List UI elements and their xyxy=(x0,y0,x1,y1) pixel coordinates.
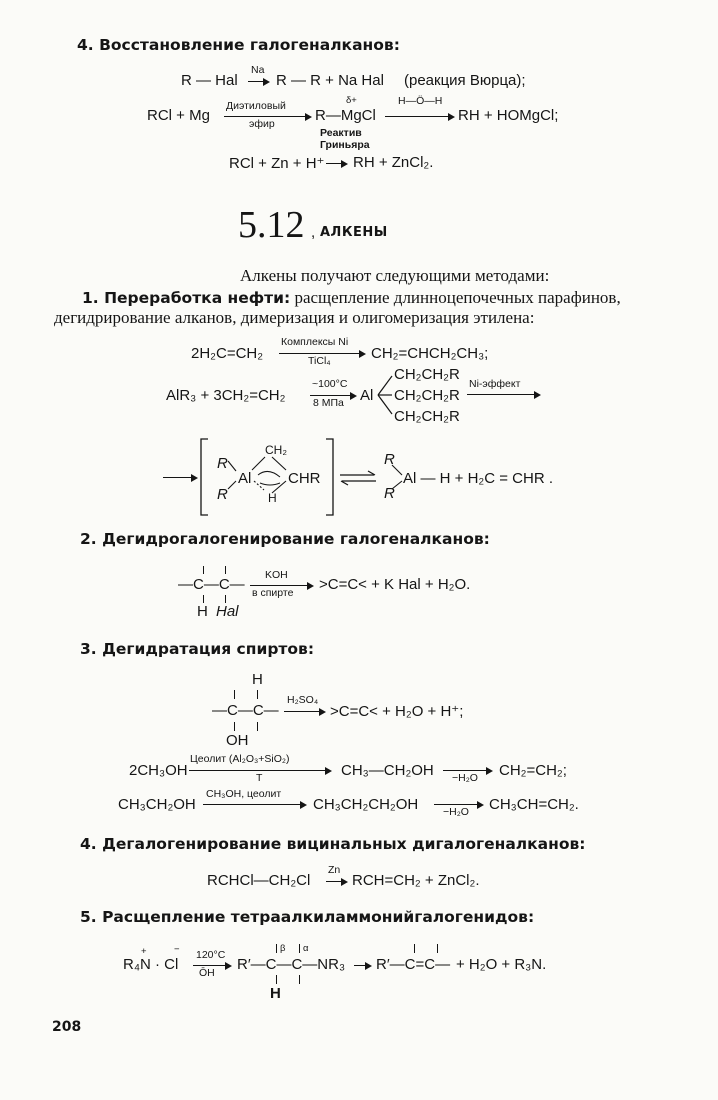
zn-lhs: RCl + Zn + H⁺ xyxy=(229,155,325,172)
r3-r-top: R xyxy=(217,455,228,472)
heading-dehydrohalogenation: 2. Дегидрогалогенирование галогеналканов: xyxy=(80,530,490,548)
hof-rhs-1: R′—C=C— xyxy=(376,956,451,973)
grignard-arrow-2 xyxy=(385,116,453,117)
dh-bond-down-2 xyxy=(225,595,226,603)
dw3-cond-top: CH₃OH, цеолит xyxy=(206,788,282,800)
grignard-delta: δ+ xyxy=(346,95,357,106)
wurtz-arrow xyxy=(248,81,268,82)
r3-arrow-in xyxy=(163,477,196,478)
dw-oh: OH xyxy=(226,732,249,749)
section-number: 5.12 xyxy=(238,204,305,246)
dw3-arrow-2 xyxy=(434,804,482,805)
dw2-rhs: CH₂=CH₂; xyxy=(499,762,567,779)
r2-branch-1: CH₂CH₂R xyxy=(394,366,460,383)
dh-cond-top: KOH xyxy=(265,569,288,581)
dw-bond-down-2 xyxy=(257,722,258,731)
hof-bond-up-1 xyxy=(276,944,277,953)
r2-al: Al xyxy=(360,387,374,404)
dw-bond-down-1 xyxy=(234,722,235,731)
grignard-rhs: RH + HOMgCl; xyxy=(458,107,559,124)
hof-rhs-bond-2 xyxy=(437,944,438,953)
wurtz-cond: Na xyxy=(251,64,265,76)
r3-chr: CHR xyxy=(288,470,321,487)
zn-arrow xyxy=(326,163,346,164)
r2-arrow-2 xyxy=(467,394,539,395)
r2-cond2: Ni-эффект xyxy=(469,378,521,390)
wurtz-note: (реакция Вюрца); xyxy=(404,72,526,89)
r1-cond-top: Комплексы Ni xyxy=(281,336,349,348)
hof-lhs: R₄N · Cl xyxy=(123,956,179,973)
intro-text: Алкены получают следующими методами: xyxy=(240,266,550,285)
dw2-lhs: 2CH₃OH xyxy=(129,762,188,779)
dw2-cond-top: Цеолит (Al₂O₃+SiO₂) xyxy=(190,753,290,765)
dhal-lhs: RCHCl—CH₂Cl xyxy=(207,872,311,889)
heading-hofmann: 5. Расщепление тетраалкиламмонийгалогенидов: xyxy=(80,908,535,926)
r1-arrow xyxy=(279,353,364,354)
page-number: 208 xyxy=(52,1019,82,1035)
dw-chain: —C—C— xyxy=(212,702,279,719)
dw3-mid: CH₃CH₂CH₂OH xyxy=(313,796,419,813)
grignard-name-2: Гриньяра xyxy=(320,139,370,151)
dw3-rhs: CH₃CH=CH₂. xyxy=(489,796,579,813)
wurtz-lhs: R — Hal xyxy=(181,72,238,89)
dw2-cond2: −H₂O xyxy=(452,772,478,784)
r2-branch-3: CH₂CH₂R xyxy=(394,408,460,425)
dw2-mid: CH₃—CH₂OH xyxy=(341,762,434,779)
hof-cond-top: 120°C xyxy=(196,949,226,961)
r2-arrow xyxy=(310,395,355,396)
grignard-cond-bot: эфир xyxy=(249,118,275,130)
dh-arrow xyxy=(250,585,312,586)
dw-h: H xyxy=(252,671,263,688)
hof-plus: + xyxy=(141,946,147,957)
grignard-reagent-water: H—Ö—H xyxy=(398,95,443,107)
dh-bond-up-1 xyxy=(203,566,204,574)
hof-minus: − xyxy=(174,944,180,955)
r2-lhs: AlR₃ + 3CH₂=CH₂ xyxy=(166,387,286,404)
paragraph-1 xyxy=(82,288,621,308)
hof-rhs-2: + H₂O + R₃N. xyxy=(456,956,547,973)
dw3-lhs: CH₃CH₂OH xyxy=(118,796,196,813)
heading-reduction: 4. Восстановление галогеналканов: xyxy=(77,36,400,54)
r3-ch2: CH₂ xyxy=(265,443,287,457)
paragraph-1-head: 1. Переработка нефти: xyxy=(82,289,291,307)
grignard-product: R—MgCl xyxy=(315,107,376,124)
heading-dehalogenation: 4. Дегалогенирование вицинальных дигалогеналканов: xyxy=(80,835,586,853)
hof-bond-down-1 xyxy=(276,975,277,984)
hof-mid: R′—C—C—NR₃ xyxy=(237,956,346,973)
hof-alpha: α xyxy=(303,943,309,954)
grignard-name-1: Реактив xyxy=(320,127,362,139)
r2-cond-top: ~100°C xyxy=(312,378,348,390)
dw3-arrow xyxy=(203,804,305,805)
paragraph-1-cont: дегидрирование алканов, димеризация и олигомеризация этилена: xyxy=(54,308,535,327)
r3-product-r-bottom: R xyxy=(384,485,395,502)
dw-rhs: >C=C< + H₂O + H⁺; xyxy=(330,703,464,720)
dhal-cond: Zn xyxy=(328,864,341,876)
r1-cond-bot: TiCl₄ xyxy=(308,355,331,367)
grignard-arrow xyxy=(224,116,310,117)
r2-cond-bot: 8 МПа xyxy=(313,397,344,409)
heading-dehydration: 3. Дегидратация спиртов: xyxy=(80,640,315,658)
dhal-arrow xyxy=(326,881,346,882)
dw2-arrow xyxy=(189,770,330,771)
grignard-lhs: RCl + Mg xyxy=(147,107,210,124)
hof-bond-down-2 xyxy=(299,975,300,984)
dw2-cond-bot: T xyxy=(256,772,263,784)
dh-bond-down-1 xyxy=(203,595,204,603)
hof-arrow-2 xyxy=(354,965,370,966)
section-dot: , xyxy=(311,224,316,241)
r3-al: Al xyxy=(238,470,252,487)
section-title: АЛКЕНЫ xyxy=(320,225,388,240)
r2-branch-2: CH₂CH₂R xyxy=(394,387,460,404)
r3-product-r-top: R xyxy=(384,451,395,468)
dw-bond-up-2 xyxy=(257,690,258,699)
r3-equilibrium xyxy=(338,470,378,486)
hof-h: H xyxy=(270,985,281,1002)
paragraph-1-text: расщепление длинноцепочечных парафинов, xyxy=(290,288,621,307)
dh-h: H xyxy=(197,603,208,620)
dhal-rhs: RCH=CH₂ + ZnCl₂. xyxy=(352,872,480,889)
r3-r-bottom: R xyxy=(217,486,228,503)
hof-rhs-bond-1 xyxy=(414,944,415,953)
zn-rhs: RH + ZnCl₂. xyxy=(353,154,434,171)
dh-chain: —C—C— xyxy=(178,576,245,593)
dw3-cond2: −H₂O xyxy=(443,806,469,818)
r1-lhs: 2H₂C=CH₂ xyxy=(191,345,264,362)
dw-bond-up-1 xyxy=(234,690,235,699)
dh-hal: Hal xyxy=(216,603,239,620)
hof-bond-up-2 xyxy=(299,944,300,953)
dw-arrow xyxy=(284,711,324,712)
r3-h: H xyxy=(268,491,277,505)
dh-cond-bot: в спирте xyxy=(252,587,294,599)
r1-rhs: CH₂=CHCH₂CH₃; xyxy=(371,345,489,362)
dh-rhs: >C=C< + K Hal + H₂O. xyxy=(319,576,471,593)
hof-arrow xyxy=(193,965,230,966)
dw-cond: H₂SO₄ xyxy=(287,694,319,706)
wurtz-rhs: R — R + Na Hal xyxy=(276,72,384,89)
dw2-arrow-2 xyxy=(443,770,491,771)
r3-rhs: Al — H + H₂C = CHR . xyxy=(403,470,554,487)
hof-beta: β xyxy=(280,943,286,954)
r2-bonds xyxy=(376,370,396,420)
grignard-cond-top: Диэтиловый xyxy=(226,100,286,112)
dh-bond-up-2 xyxy=(225,566,226,574)
hof-cond-bot: ŌH xyxy=(199,967,215,979)
